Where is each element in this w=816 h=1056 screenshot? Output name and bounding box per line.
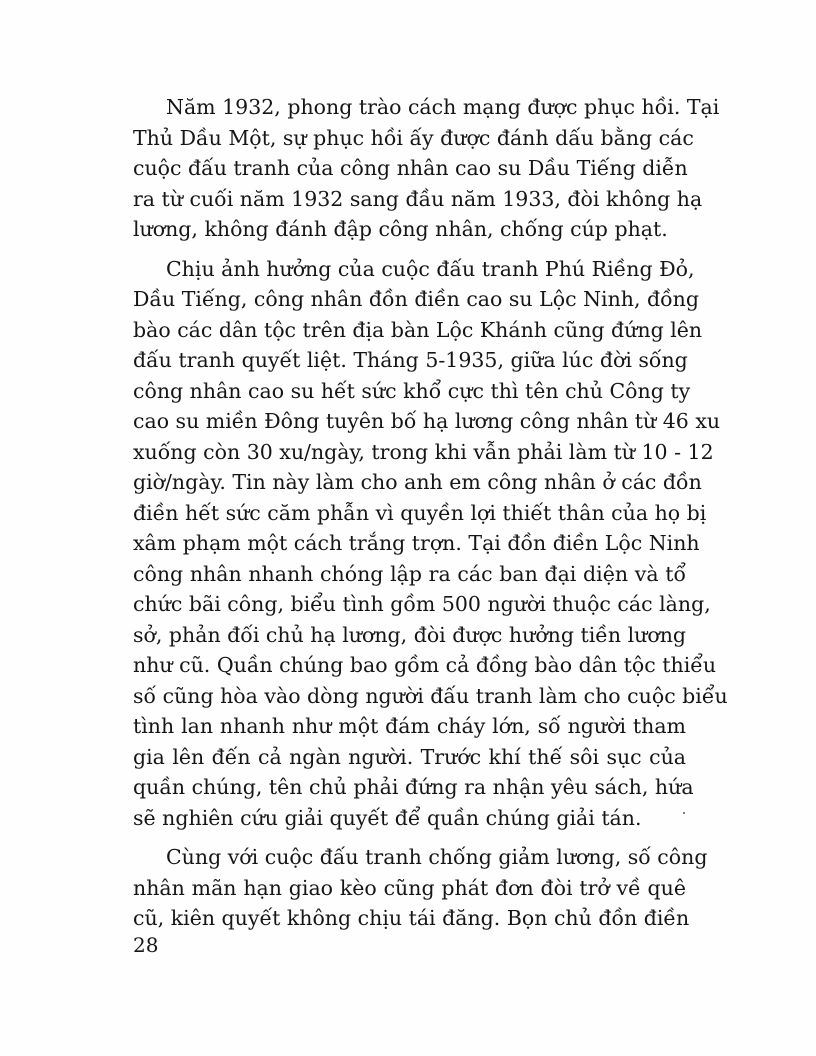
text-line: Thủ Dầu Một, sự phục hồi ấy được đánh dấu bằng các (133, 125, 694, 150)
text-line: công nhân cao su hết sức khổ cực thì tên chủ Công ty (133, 378, 691, 403)
paragraph-1 (133, 92, 720, 245)
text-line: xâm phạm một cách trắng trợn. Tại đồn điền Lộc Ninh (133, 531, 700, 555)
text-line: lương, không đánh đập công nhân, chống cúp phạt. (133, 217, 668, 241)
paragraph-3 (133, 842, 708, 934)
text-line: cuộc đấu tranh của công nhân cao su Dầu Tiếng diễn (133, 156, 688, 180)
text-line: số cũng hòa vào dòng người đấu tranh làm cho cuộc biểu (133, 683, 728, 708)
text-line: như cũ. Quần chúng bao gồm cả đồng bào dân tộc thiểu (133, 653, 717, 677)
text-line: quần chúng, tên chủ phải đứng ra nhận yêu sách, hứa (133, 775, 694, 799)
text-line: cao su miền Đông tuyên bố hạ lương công nhân từ 46 xu (133, 409, 721, 433)
paragraph-2 (133, 254, 728, 834)
text-line: sở, phản đối chủ hạ lương, đòi được hưởng tiền lương (133, 622, 687, 647)
text-line: chức bãi công, biểu tình gồm 500 người thuộc các làng, (133, 592, 711, 616)
text-line: công nhân nhanh chóng lập ra các ban đại diện và tổ (133, 561, 686, 586)
scan-speck (683, 812, 685, 814)
text-line: xuống còn 30 xu/ngày, trong khi vẫn phải làm từ 10 - 12 (133, 439, 714, 464)
text-line: Dầu Tiếng, công nhân đồn điền cao su Lộc Ninh, đồng (133, 287, 700, 311)
text-line: cũ, kiên quyết không chịu tái đăng. Bọn chủ đồn điền (133, 906, 690, 930)
text-line: Chịu ảnh hưởng của cuộc đấu tranh Phú Riềng Đỏ, (166, 256, 695, 281)
text-line: điền hết sức căm phẫn vì quyền lợi thiết thân của họ bị (133, 500, 707, 525)
text-line: tình lan nhanh như một đám cháy lớn, số người tham (133, 714, 686, 738)
text-line: nhân mãn hạn giao kèo cũng phát đơn đòi trở về quê (133, 875, 686, 900)
text-line: sẽ nghiên cứu giải quyết để quần chúng giải tán. (133, 805, 642, 830)
text-line: đấu tranh quyết liệt. Tháng 5-1935, giữa lúc đời sống (133, 348, 688, 372)
text-line: Năm 1932, phong trào cách mạng được phục hồi. Tại (166, 95, 720, 119)
page-number: 28 (133, 933, 159, 957)
page-body (133, 92, 728, 943)
text-line: giờ/ngày. Tin này làm cho anh em công nhân ở các đồn (133, 470, 702, 494)
text-line: ra từ cuối năm 1932 sang đầu năm 1933, đòi không hạ (133, 186, 703, 211)
text-line: Cùng với cuộc đấu tranh chống giảm lương, số công (166, 845, 708, 869)
text-line: bào các dân tộc trên địa bàn Lộc Khánh cũng đứng lên (133, 317, 703, 342)
text-line: gia lên đến cả ngàn người. Trước khí thế sôi sục của (133, 744, 686, 769)
